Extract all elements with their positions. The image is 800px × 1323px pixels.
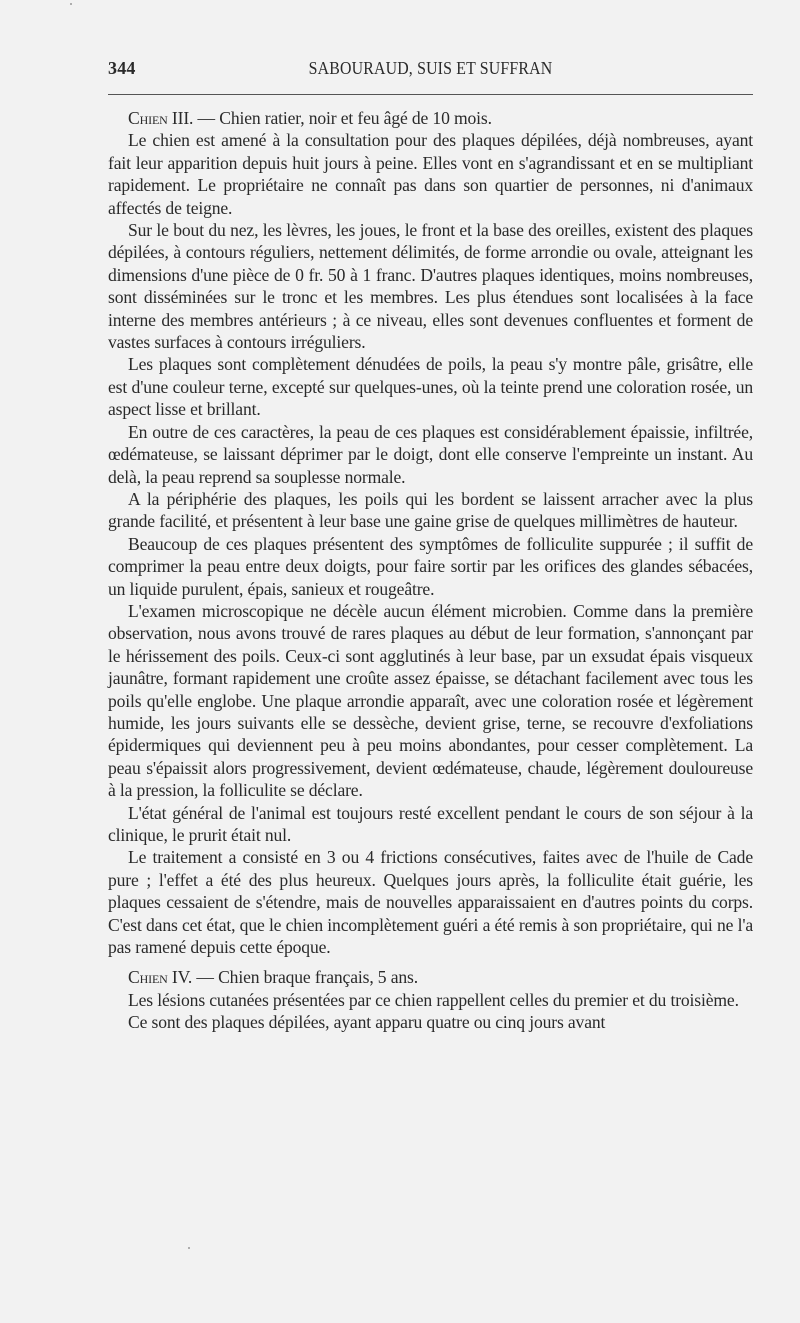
paragraph: L'état général de l'animal est toujours resté excellent pendant le cours de son séjour à la clinique, le prurit était nul. [108,802,753,845]
paper-speck [70,3,72,5]
paragraph: Les plaques sont complètement dénudées de poils, la peau s'y montre pâle, grisâtre, elle est d'une couleur terne, excepté sur quelques-unes, où la teinte prend une coloration rosée, un aspect lisse et brillant. [108,354,753,420]
case-label: Chien [128,967,168,988]
case-description: — Chien ratier, noir et feu âgé de 10 mois. [193,108,492,128]
header-rule [108,94,753,95]
running-title: SABOURAUD, SUIS ET SUFFRAN [308,58,553,78]
paragraph: L'examen microscopique ne décèle aucun élément microbien. Comme dans la première observation, nous avons trouvé de rares plaques au début de leur formation, s'annonçant par le hérissement des poils. Ceux-ci sont agglutinés à leur base, par un exsudat épais visqueux jaunâtre, formant rapidement une croûte assez épaisse, se détachant facilement avec tous les poils qu'elle englobe. Une plaque arrondie apparaît, avec une coloration rosée et légèrement humide, les jours suivants elle se dessèche, devient grise, terne, se recouvre d'exfoliations épidermiques qui deviennent peu à peu moins abondantes, pour cesser complètement. La peau s'épaissit alors progressivement, devient œdémateuse, chaude, légèrement douloureuse à la pression, la folliculite se déclare. [108,600,753,801]
paragraph: Ce sont des plaques dépilées, ayant apparu quatre ou cinq jours avant [128,1012,606,1033]
case-description: — Chien braque français, 5 ans. [192,967,418,988]
page-number: 344 [108,58,136,78]
paragraph: Le traitement a consisté en 3 ou 4 frictions consécutives, faites avec de l'huile de Cade pure ; l'effet a été des plus heureux. Quelques jours après, la folliculite était guérie, les plaques cessaient de s'étendre, mais de nouvelles apparaissaient en d'autres points du corps. C'est dans cet état, que le chien incomplètement guéri a été remis à son propriétaire, qui ne l'a pas ramené depuis cette époque. [108,847,753,958]
paragraph: En outre de ces caractères, la peau de ces plaques est considérablement épaissie, infiltrée, œdémateuse, se laissant déprimer par le doigt, dont elle conserve l'empreinte un instant. Au delà, la peau reprend sa souplesse normale. [108,421,753,487]
case-label: Chien [128,108,168,128]
case-numeral: IV. [171,967,193,988]
paragraph: A la périphérie des plaques, les poils qui les bordent se laissent arracher avec la plus grande facilité, et présentent à leur base une gaine grise de quelques millimètres de hauteur. [108,488,753,532]
paragraph: Le chien est amené à la consultation pour des plaques dépilées, déjà nombreuses, ayant fait leur apparition depuis huit jours à peine. Elles vont en s'agrandissant et en se multipliant rapidement. Le propriétaire ne connaît pas dans son quartier de personnes, ni d'animaux affectés de teigne. [108,130,753,218]
paragraph: Les lésions cutanées présentées par ce chien rappellent celles du premier et du troisième. [128,989,739,1010]
body-text [108,107,753,1034]
paragraph: Beaucoup de ces plaques présentent des symptômes de folliculite suppurée ; il suffit de comprimer la peau entre deux doigts, pour faire sortir par les orifices des glandes sébacées, un liquide purulent, épais, sanieux et rougeâtre. [108,533,753,599]
paragraph: Sur le bout du nez, les lèvres, les joues, le front et la base des oreilles, existent des plaques dépilées, à contours réguliers, nettement délimités, de forme arrondie ou ovale, atteignant les dimensions d'une pièce de 0 fr. 50 à 1 franc. D'autres plaques identiques, moins nombreuses, sont disséminées sur le tronc et les membres. Les plus étendues sont localisées à la face interne des membres antérieurs ; à ce niveau, elles sont devenues confluentes et forment de vastes surfaces à contours irréguliers. [108,220,753,353]
document-page [108,58,753,1034]
case-numeral: III. [171,108,194,128]
paper-speck [188,1247,190,1249]
case-heading-chien-iii [108,107,753,129]
case-heading-chien-iv [108,966,753,988]
running-head [108,58,753,84]
